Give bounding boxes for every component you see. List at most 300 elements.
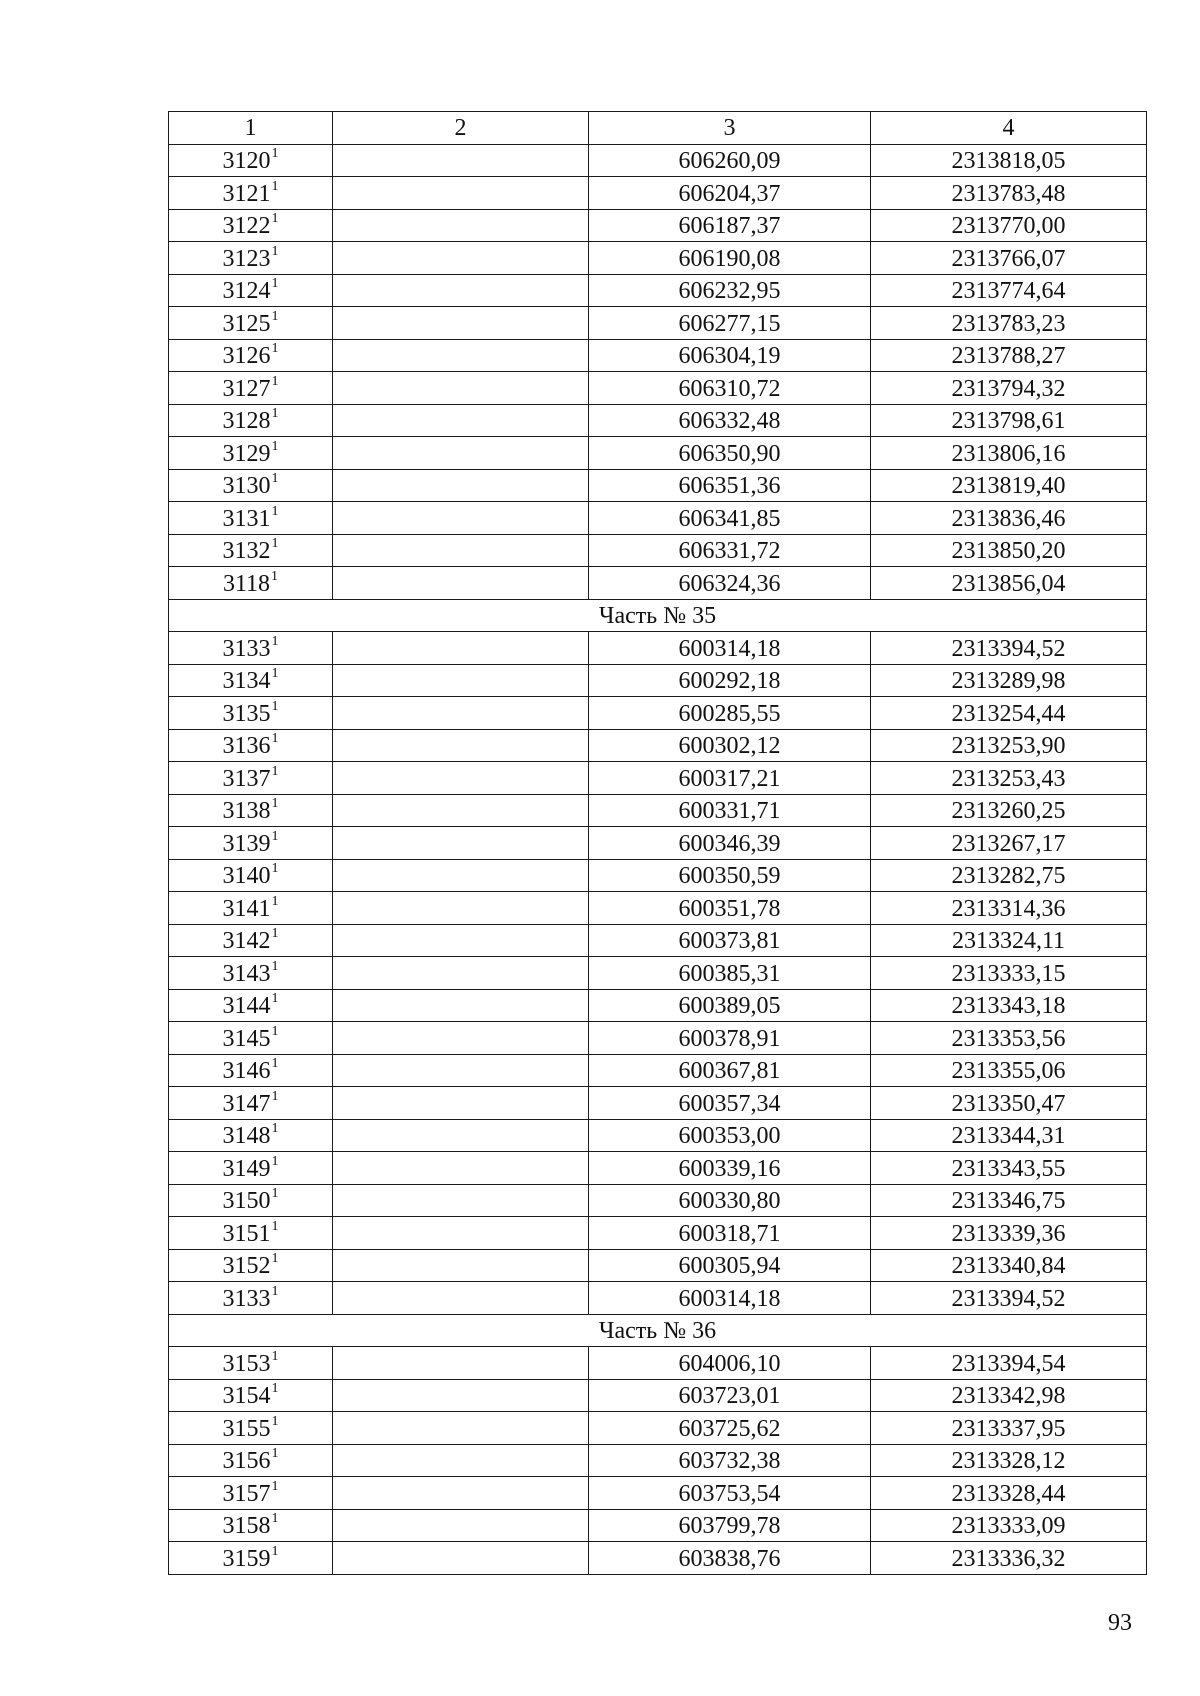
table-row <box>169 859 1147 892</box>
table-row <box>169 567 1147 600</box>
table-row <box>169 209 1147 242</box>
y-coordinate-cell: 2313783,23 <box>871 307 1147 340</box>
col2-cell <box>333 307 589 340</box>
x-coordinate-cell: 600292,18 <box>589 664 871 697</box>
point-number-cell <box>169 957 333 990</box>
table-row <box>169 827 1147 860</box>
point-number-superscript: 1 <box>271 763 279 779</box>
y-coordinate-cell: 2313806,16 <box>871 437 1147 470</box>
point-number-cell <box>169 209 333 242</box>
col2-cell <box>333 1119 589 1152</box>
point-number: 3127 <box>222 375 271 402</box>
y-coordinate-cell: 2313289,98 <box>871 664 1147 697</box>
point-number-superscript: 1 <box>271 958 279 974</box>
point-number-superscript: 1 <box>271 796 279 811</box>
point-number-superscript: 1 <box>271 308 279 324</box>
table-row <box>169 1379 1147 1412</box>
point-number-cell <box>169 1444 333 1477</box>
y-coordinate-cell: 2313342,98 <box>871 1379 1147 1412</box>
point-number-superscript: 1 <box>271 146 279 161</box>
point-number-superscript: 1 <box>271 503 279 519</box>
point-number-cell <box>169 1184 333 1217</box>
point-number-cell <box>169 502 333 535</box>
point-number-cell <box>169 1152 333 1185</box>
y-coordinate-cell: 2313346,75 <box>871 1184 1147 1217</box>
point-number-cell <box>169 437 333 470</box>
x-coordinate-cell: 600339,16 <box>589 1152 871 1185</box>
table-row <box>169 1509 1147 1542</box>
col2-cell <box>333 729 589 762</box>
x-coordinate-cell: 600367,81 <box>589 1054 871 1087</box>
x-coordinate-cell: 600389,05 <box>589 989 871 1022</box>
header-col-1: 1 <box>169 112 333 145</box>
col2-cell <box>333 469 589 502</box>
table-row <box>169 1022 1147 1055</box>
point-number-cell <box>169 1054 333 1087</box>
col2-cell <box>333 762 589 795</box>
x-coordinate-cell: 606277,15 <box>589 307 871 340</box>
x-coordinate-cell: 600351,78 <box>589 892 871 925</box>
table-row <box>169 1184 1147 1217</box>
header-col-3: 3 <box>589 112 871 145</box>
x-coordinate-cell: 606324,36 <box>589 567 871 600</box>
point-number: 3152 <box>222 1253 271 1279</box>
point-number-superscript: 1 <box>271 698 279 714</box>
y-coordinate-cell: 2313770,00 <box>871 209 1147 242</box>
table-row <box>169 1054 1147 1087</box>
table-row <box>169 144 1147 177</box>
point-number-cell <box>169 1282 333 1315</box>
point-number-cell <box>169 274 333 307</box>
point-number-cell <box>169 859 333 892</box>
table-row <box>169 1347 1147 1380</box>
point-number-cell <box>169 989 333 1022</box>
x-coordinate-cell: 606232,95 <box>589 274 871 307</box>
x-coordinate-cell: 603732,38 <box>589 1444 871 1477</box>
point-number: 3122 <box>222 213 271 239</box>
point-number-superscript: 1 <box>271 1348 279 1364</box>
col2-cell <box>333 1412 589 1445</box>
point-number-superscript: 1 <box>271 1511 279 1526</box>
table-row <box>169 1412 1147 1445</box>
x-coordinate-cell: 603753,54 <box>589 1477 871 1510</box>
y-coordinate-cell: 2313340,84 <box>871 1249 1147 1282</box>
col2-cell <box>333 567 589 600</box>
point-number-superscript: 1 <box>271 1218 279 1234</box>
x-coordinate-cell: 600353,00 <box>589 1119 871 1152</box>
point-number-cell <box>169 1542 333 1575</box>
col2-cell <box>333 1217 589 1250</box>
point-number-superscript: 1 <box>271 471 279 486</box>
y-coordinate-cell: 2313333,09 <box>871 1509 1147 1542</box>
point-number-superscript: 1 <box>271 828 279 844</box>
table-row <box>169 307 1147 340</box>
table-header-row <box>169 112 1147 145</box>
point-number: 3145 <box>222 1025 271 1052</box>
table-row <box>169 1282 1147 1315</box>
coordinates-table <box>168 111 1147 1575</box>
table-row <box>169 762 1147 795</box>
table-row <box>169 729 1147 762</box>
x-coordinate-cell: 600314,18 <box>589 632 871 665</box>
point-number-superscript: 1 <box>271 666 279 681</box>
point-number: 3126 <box>222 343 271 369</box>
y-coordinate-cell: 2313355,06 <box>871 1054 1147 1087</box>
y-coordinate-cell: 2313253,90 <box>871 729 1147 762</box>
point-number-cell <box>169 1022 333 1055</box>
point-number-superscript: 1 <box>271 1478 279 1494</box>
point-number: 3118 <box>222 570 271 597</box>
x-coordinate-cell: 600330,80 <box>589 1184 871 1217</box>
y-coordinate-cell: 2313766,07 <box>871 242 1147 275</box>
point-number-cell <box>169 1379 333 1412</box>
col2-cell <box>333 534 589 567</box>
point-number: 3134 <box>222 668 271 694</box>
point-number-cell <box>169 664 333 697</box>
point-number: 3120 <box>222 148 271 174</box>
col2-cell <box>333 1249 589 1282</box>
point-number-superscript: 1 <box>271 341 279 356</box>
x-coordinate-cell: 604006,10 <box>589 1347 871 1380</box>
x-coordinate-cell: 600373,81 <box>589 924 871 957</box>
point-number-cell <box>169 144 333 177</box>
table-row <box>169 632 1147 665</box>
point-number-superscript: 1 <box>271 991 279 1006</box>
y-coordinate-cell: 2313856,04 <box>871 567 1147 600</box>
col2-cell <box>333 177 589 210</box>
y-coordinate-cell: 2313394,52 <box>871 1282 1147 1315</box>
x-coordinate-cell: 606341,85 <box>589 502 871 535</box>
point-number-superscript: 1 <box>271 1023 279 1039</box>
point-number: 3135 <box>222 700 271 727</box>
x-coordinate-cell: 606351,36 <box>589 469 871 502</box>
y-coordinate-cell: 2313328,44 <box>871 1477 1147 1510</box>
point-number: 3130 <box>222 473 271 499</box>
x-coordinate-cell: 606187,37 <box>589 209 871 242</box>
y-coordinate-cell: 2313267,17 <box>871 827 1147 860</box>
x-coordinate-cell: 600346,39 <box>589 827 871 860</box>
table-row <box>169 1087 1147 1120</box>
y-coordinate-cell: 2313788,27 <box>871 339 1147 372</box>
x-coordinate-cell: 600317,21 <box>589 762 871 795</box>
page-number: 93 <box>1108 1610 1132 1636</box>
point-number-superscript: 1 <box>271 1088 279 1104</box>
point-number: 3139 <box>222 830 271 857</box>
point-number-cell <box>169 892 333 925</box>
point-number: 3158 <box>222 1513 271 1539</box>
col2-cell <box>333 372 589 405</box>
point-number-superscript: 1 <box>271 1446 279 1461</box>
col2-cell <box>333 1477 589 1510</box>
point-number-superscript: 1 <box>271 1056 279 1071</box>
point-number-cell <box>169 794 333 827</box>
col2-cell <box>333 924 589 957</box>
point-number-cell <box>169 1509 333 1542</box>
col2-cell <box>333 859 589 892</box>
point-number: 3136 <box>222 733 271 759</box>
point-number-superscript: 1 <box>271 1153 279 1169</box>
y-coordinate-cell: 2313333,15 <box>871 957 1147 990</box>
table-row <box>169 339 1147 372</box>
table-row <box>169 924 1147 957</box>
y-coordinate-cell: 2313343,18 <box>871 989 1147 1022</box>
point-number-superscript: 1 <box>271 633 279 649</box>
point-number-cell <box>169 1119 333 1152</box>
y-coordinate-cell: 2313836,46 <box>871 502 1147 535</box>
point-number: 3157 <box>222 1480 271 1507</box>
point-number: 3131 <box>222 505 271 532</box>
table-row <box>169 404 1147 437</box>
table-row <box>169 1119 1147 1152</box>
y-coordinate-cell: 2313339,36 <box>871 1217 1147 1250</box>
point-number: 3159 <box>222 1545 271 1572</box>
point-number: 3132 <box>222 538 271 564</box>
point-number: 3146 <box>222 1058 271 1084</box>
point-number-superscript: 1 <box>271 243 279 259</box>
table-row <box>169 892 1147 925</box>
col2-cell <box>333 664 589 697</box>
x-coordinate-cell: 606304,19 <box>589 339 871 372</box>
col2-cell <box>333 827 589 860</box>
table-row <box>169 437 1147 470</box>
col2-cell <box>333 1509 589 1542</box>
point-number-cell <box>169 697 333 730</box>
point-number-cell <box>169 372 333 405</box>
section-row <box>169 599 1147 632</box>
x-coordinate-cell: 606204,37 <box>589 177 871 210</box>
y-coordinate-cell: 2313337,95 <box>871 1412 1147 1445</box>
point-number: 3144 <box>222 993 271 1019</box>
table-row <box>169 1249 1147 1282</box>
y-coordinate-cell: 2313253,43 <box>871 762 1147 795</box>
table-row <box>169 372 1147 405</box>
point-number-superscript: 1 <box>271 926 279 941</box>
table-row <box>169 1542 1147 1575</box>
point-number: 3125 <box>222 310 271 337</box>
col2-cell <box>333 437 589 470</box>
y-coordinate-cell: 2313344,31 <box>871 1119 1147 1152</box>
point-number-cell <box>169 827 333 860</box>
col2-cell <box>333 144 589 177</box>
col2-cell <box>333 1347 589 1380</box>
point-number-superscript: 1 <box>271 373 279 389</box>
x-coordinate-cell: 600314,18 <box>589 1282 871 1315</box>
y-coordinate-cell: 2313818,05 <box>871 144 1147 177</box>
y-coordinate-cell: 2313328,12 <box>871 1444 1147 1477</box>
y-coordinate-cell: 2313774,64 <box>871 274 1147 307</box>
point-number-superscript: 1 <box>271 438 279 454</box>
point-number-cell <box>169 469 333 502</box>
col2-cell <box>333 502 589 535</box>
point-number: 3150 <box>222 1188 271 1214</box>
col2-cell <box>333 957 589 990</box>
point-number: 3123 <box>222 245 271 272</box>
point-number: 3149 <box>222 1155 271 1182</box>
x-coordinate-cell: 603725,62 <box>589 1412 871 1445</box>
col2-cell <box>333 1379 589 1412</box>
y-coordinate-cell: 2313343,55 <box>871 1152 1147 1185</box>
col2-cell <box>333 632 589 665</box>
y-coordinate-cell: 2313260,25 <box>871 794 1147 827</box>
point-number-superscript: 1 <box>271 1283 279 1299</box>
section-label: Часть № 35 <box>169 599 1147 632</box>
col2-cell <box>333 1054 589 1087</box>
point-number: 3155 <box>222 1415 271 1442</box>
point-number-cell <box>169 632 333 665</box>
point-number-superscript: 1 <box>271 1186 279 1201</box>
point-number: 3133 <box>222 1285 271 1312</box>
x-coordinate-cell: 600285,55 <box>589 697 871 730</box>
y-coordinate-cell: 2313314,36 <box>871 892 1147 925</box>
point-number-cell <box>169 1412 333 1445</box>
point-number-superscript: 1 <box>271 178 279 194</box>
y-coordinate-cell: 2313353,56 <box>871 1022 1147 1055</box>
table-row <box>169 242 1147 275</box>
x-coordinate-cell: 600318,71 <box>589 1217 871 1250</box>
point-number-cell <box>169 534 333 567</box>
section-row <box>169 1314 1147 1347</box>
col2-cell <box>333 697 589 730</box>
col2-cell <box>333 1282 589 1315</box>
point-number: 3133 <box>222 635 271 662</box>
point-number-cell <box>169 339 333 372</box>
point-number-cell <box>169 1249 333 1282</box>
table-row <box>169 534 1147 567</box>
table-row <box>169 697 1147 730</box>
point-number-superscript: 1 <box>271 536 279 551</box>
x-coordinate-cell: 600357,34 <box>589 1087 871 1120</box>
section-label: Часть № 36 <box>169 1314 1147 1347</box>
table-row <box>169 957 1147 990</box>
x-coordinate-cell: 600305,94 <box>589 1249 871 1282</box>
col2-cell <box>333 339 589 372</box>
x-coordinate-cell: 606332,48 <box>589 404 871 437</box>
col2-cell <box>333 1184 589 1217</box>
point-number-superscript: 1 <box>271 1381 279 1396</box>
point-number: 3154 <box>222 1383 271 1409</box>
y-coordinate-cell: 2313336,32 <box>871 1542 1147 1575</box>
x-coordinate-cell: 606190,08 <box>589 242 871 275</box>
point-number-cell <box>169 1347 333 1380</box>
point-number: 3142 <box>222 928 271 954</box>
coordinates-table-body <box>169 112 1147 1575</box>
point-number: 3148 <box>222 1123 271 1149</box>
table-row <box>169 664 1147 697</box>
point-number-superscript: 1 <box>271 211 279 226</box>
point-number: 3147 <box>222 1090 271 1117</box>
point-number-superscript: 1 <box>271 406 279 421</box>
point-number: 3140 <box>222 863 271 889</box>
point-number-superscript: 1 <box>271 1543 279 1559</box>
y-coordinate-cell: 2313798,61 <box>871 404 1147 437</box>
col2-cell <box>333 892 589 925</box>
col2-cell <box>333 209 589 242</box>
x-coordinate-cell: 606331,72 <box>589 534 871 567</box>
x-coordinate-cell: 606310,72 <box>589 372 871 405</box>
col2-cell <box>333 404 589 437</box>
table-row <box>169 274 1147 307</box>
point-number-cell <box>169 242 333 275</box>
point-number: 3137 <box>222 765 271 792</box>
y-coordinate-cell: 2313394,54 <box>871 1347 1147 1380</box>
y-coordinate-cell: 2313324,11 <box>871 924 1147 957</box>
x-coordinate-cell: 600331,71 <box>589 794 871 827</box>
point-number: 3156 <box>222 1448 271 1474</box>
table-row <box>169 502 1147 535</box>
point-number-cell <box>169 729 333 762</box>
col2-cell <box>333 989 589 1022</box>
col2-cell <box>333 1022 589 1055</box>
x-coordinate-cell: 603799,78 <box>589 1509 871 1542</box>
x-coordinate-cell: 606350,90 <box>589 437 871 470</box>
table-row <box>169 1152 1147 1185</box>
y-coordinate-cell: 2313394,52 <box>871 632 1147 665</box>
y-coordinate-cell: 2313783,48 <box>871 177 1147 210</box>
table-row <box>169 1477 1147 1510</box>
point-number-superscript: 1 <box>271 893 279 909</box>
x-coordinate-cell: 600378,91 <box>589 1022 871 1055</box>
y-coordinate-cell: 2313350,47 <box>871 1087 1147 1120</box>
point-number-superscript: 1 <box>271 276 279 291</box>
x-coordinate-cell: 606260,09 <box>589 144 871 177</box>
point-number-cell <box>169 404 333 437</box>
col2-cell <box>333 794 589 827</box>
point-number: 3121 <box>222 180 271 207</box>
x-coordinate-cell: 600302,12 <box>589 729 871 762</box>
header-col-4: 4 <box>871 112 1147 145</box>
table-row <box>169 989 1147 1022</box>
point-number-superscript: 1 <box>271 1413 279 1429</box>
point-number-superscript: 1 <box>271 1251 279 1266</box>
y-coordinate-cell: 2313819,40 <box>871 469 1147 502</box>
point-number-cell <box>169 1217 333 1250</box>
table-row <box>169 469 1147 502</box>
col2-cell <box>333 1444 589 1477</box>
point-number-cell <box>169 1087 333 1120</box>
y-coordinate-cell: 2313282,75 <box>871 859 1147 892</box>
point-number-cell <box>169 1477 333 1510</box>
x-coordinate-cell: 603838,76 <box>589 1542 871 1575</box>
table-row <box>169 1444 1147 1477</box>
point-number-cell <box>169 762 333 795</box>
x-coordinate-cell: 603723,01 <box>589 1379 871 1412</box>
point-number: 3153 <box>222 1350 271 1377</box>
x-coordinate-cell: 600350,59 <box>589 859 871 892</box>
point-number: 3143 <box>222 960 271 987</box>
table-row <box>169 177 1147 210</box>
point-number: 3141 <box>222 895 271 922</box>
col2-cell <box>333 274 589 307</box>
header-col-2: 2 <box>333 112 589 145</box>
point-number-cell <box>169 307 333 340</box>
point-number: 3128 <box>222 408 271 434</box>
y-coordinate-cell: 2313794,32 <box>871 372 1147 405</box>
point-number-superscript: 1 <box>271 1121 279 1136</box>
col2-cell <box>333 1542 589 1575</box>
point-number: 3138 <box>222 798 271 824</box>
point-number: 3129 <box>222 440 271 467</box>
point-number: 3124 <box>222 278 271 304</box>
point-number-superscript: 1 <box>271 568 279 584</box>
point-number-cell <box>169 177 333 210</box>
col2-cell <box>333 242 589 275</box>
y-coordinate-cell: 2313850,20 <box>871 534 1147 567</box>
point-number-superscript: 1 <box>271 861 279 876</box>
col2-cell <box>333 1087 589 1120</box>
table-row <box>169 1217 1147 1250</box>
point-number-cell <box>169 567 333 600</box>
point-number-cell <box>169 924 333 957</box>
